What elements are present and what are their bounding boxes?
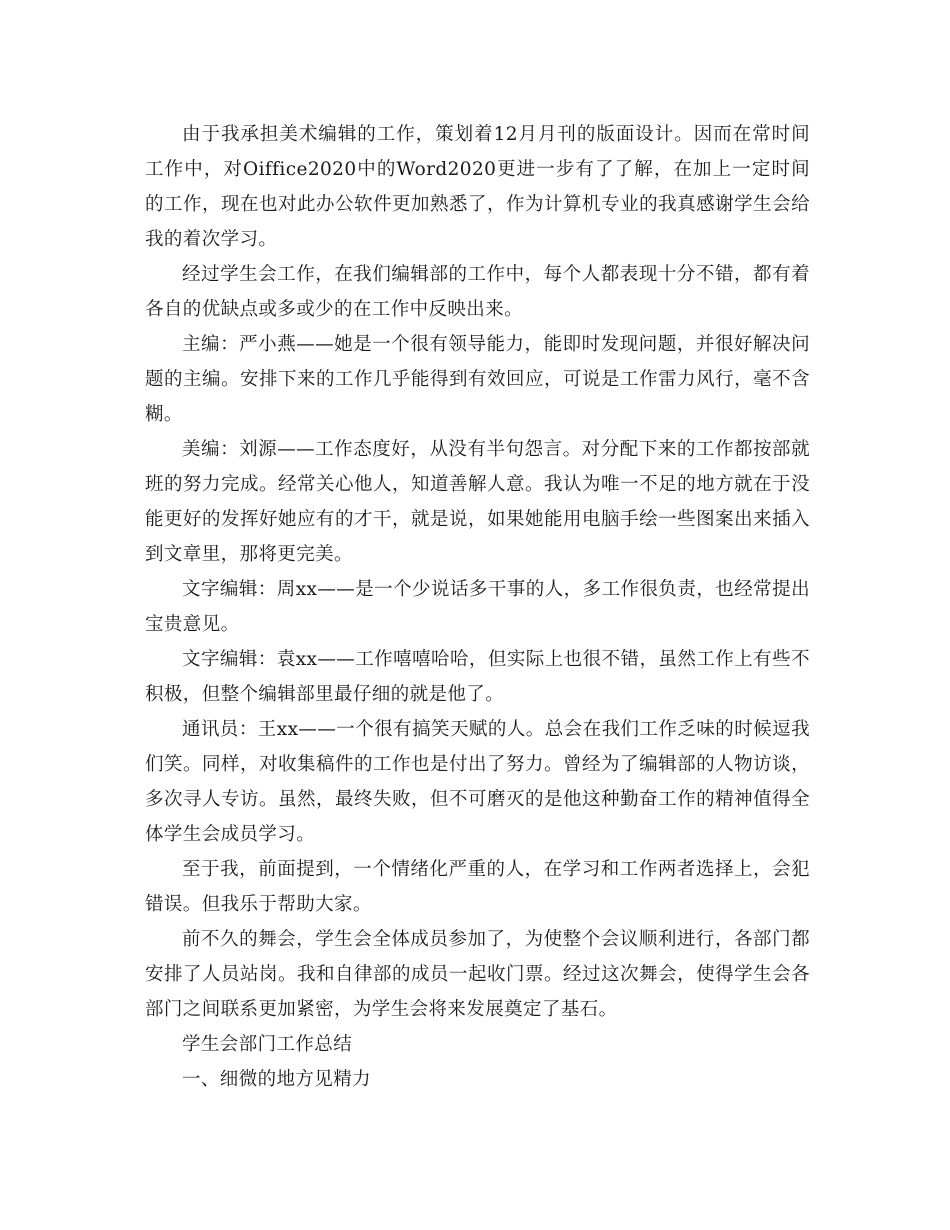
paragraph-art-editor-intro: 由于我承担美术编辑的工作，策划着12月月刊的版面设计。因而在常时间工作中，对Oiffice2020中的Word2020更进一步有了了解，在加上一定时间的工作，现在也对此办公软件更加熟悉了，作为计算机专业的我真感谢学生会给我的着次学习。 — [145, 124, 810, 250]
paragraph-text-editor-yuan: 文字编辑：袁xx——工作嘻嘻哈哈，但实际上也很不错，虽然工作上有些不积极，但整个编辑部里最仔细的就是他了。 — [145, 649, 810, 705]
paragraph-self-reflection: 至于我，前面提到，一个情绪化严重的人，在学习和工作两者选择上，会犯错误。但我乐于帮助大家。 — [145, 859, 810, 915]
subsection-heading: 一、细微的地方见精力 — [182, 1069, 372, 1090]
paragraph-dance-event: 前不久的舞会，学生会全体成员参加了，为使整个会议顺利进行，各部门都安排了人员站岗。我和自律部的成员一起收门票。经过这次舞会，使得学生会各部门之间联系更加紧密，为学生会将来发展奠定了基石。 — [145, 929, 810, 1020]
document-body — [145, 117, 810, 1097]
paragraph-chief-editor: 主编：严小燕——她是一个很有领导能力，能即时发现问题，并很好解决问题的主编。安排下来的工作几乎能得到有效回应，可说是工作雷力风行，毫不含糊。 — [145, 334, 810, 425]
paragraph-correspondent: 通讯员：王xx——一个很有搞笑天赋的人。总会在我们工作乏味的时候逗我们笑。同样，对收集稿件的工作也是付出了努力。曾经为了编辑部的人物访谈，多次寻人专访。虽然，最终失败，但不可磨灭的是他这种勤奋工作的精神值得全体学生会成员学习。 — [145, 719, 810, 845]
paragraph-department-overview: 经过学生会工作，在我们编辑部的工作中，每个人都表现十分不错，都有着各自的优缺点或多或少的在工作中反映出来。 — [145, 264, 810, 320]
paragraph-text-editor-zhou: 文字编辑：周xx——是一个少说话多干事的人，多工作很负责，也经常提出宝贵意见。 — [145, 579, 810, 635]
paragraph-art-editor: 美编：刘源——工作态度好，从没有半句怨言。对分配下来的工作都按部就班的努力完成。经常关心他人，知道善解人意。我认为唯一不足的地方就在于没能更好的发挥好她应有的才干，就是说，如果她能用电脑手绘一些图案出来插入到文章里，那将更完美。 — [145, 439, 810, 565]
section-heading: 学生会部门工作总结 — [182, 1034, 353, 1055]
